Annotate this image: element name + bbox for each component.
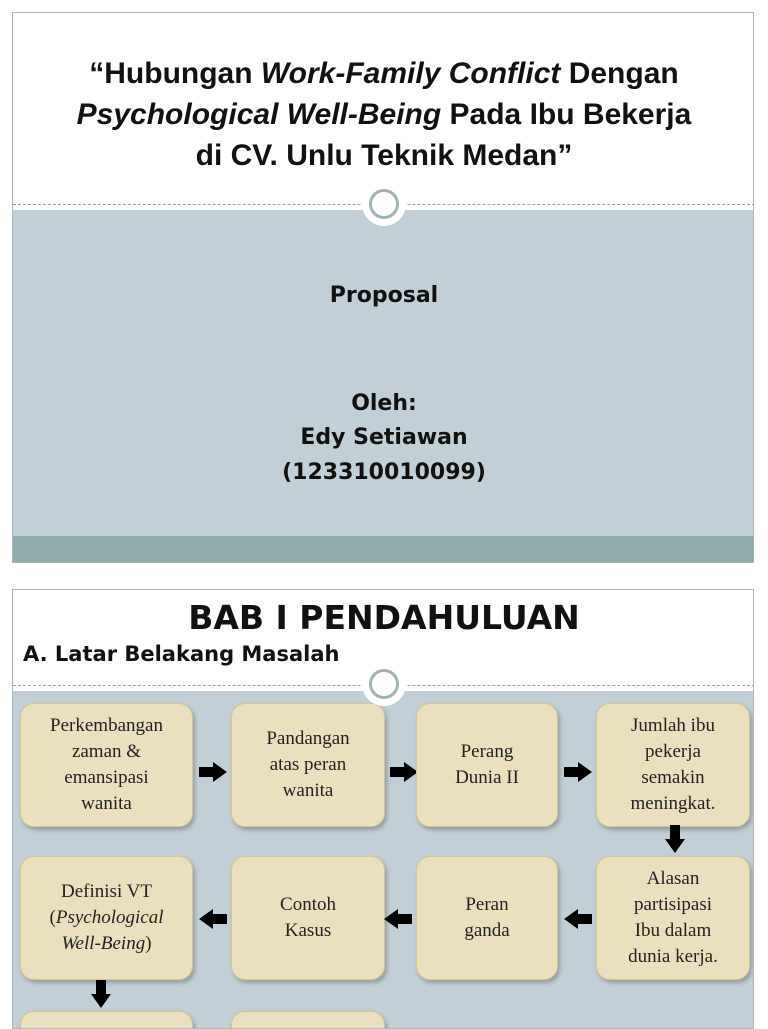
box-text: dunia kerja. [628, 946, 718, 967]
box-text: Perkembangan [50, 715, 163, 736]
box-text: ( [49, 907, 56, 928]
title-slide [12, 12, 754, 563]
arrow-left-icon [384, 909, 412, 929]
box-text: emansipasi [64, 767, 149, 788]
author-name: Edy Setiawan [300, 425, 468, 450]
title-text-italic: Psychological Well-Being [76, 98, 442, 131]
box-text: wanita [282, 780, 334, 801]
box-text: ) [145, 933, 152, 954]
box-text: wanita [81, 793, 132, 814]
title-text-italic: Work-Family Conflict [260, 57, 561, 90]
slide-title: BAB I PENDAHULUAN [188, 598, 580, 637]
flow-box-view-of-women [231, 703, 385, 827]
circle-ornament-icon [362, 182, 406, 226]
box-text-line [50, 931, 164, 957]
box-text: semakin [641, 767, 705, 788]
arrow-right-icon [390, 762, 418, 782]
slide-body [13, 691, 754, 1029]
student-id: (123310010099) [282, 460, 486, 485]
title-text: Pada Ibu Bekerja [441, 98, 692, 131]
flow-box-dual-role [416, 856, 558, 980]
flow-box-working-mothers [596, 703, 750, 827]
box-text: meningkat. [630, 793, 716, 814]
box-text: Jumlah ibu [631, 715, 715, 736]
flow-box-definition [20, 856, 193, 980]
title-line-1 [13, 53, 754, 94]
box-text: Kasus [284, 920, 332, 941]
flow-box-partial [231, 1011, 385, 1029]
by-label: Oleh: [351, 391, 417, 416]
arrow-left-icon [564, 909, 592, 929]
bottom-band [13, 536, 754, 563]
flow-box-case-example [231, 856, 385, 980]
arrow-down-icon [665, 825, 685, 853]
flow-box-participation-reason [596, 856, 750, 980]
box-text: Ibu dalam [634, 920, 712, 941]
box-text-italic: Psychological [55, 907, 164, 928]
box-text: ganda [464, 920, 510, 941]
slide-subtitle: A. Latar Belakang Masalah [23, 642, 340, 666]
title-text: Dengan [560, 57, 679, 90]
box-text: atas peran [269, 754, 347, 775]
arrow-down-icon [91, 980, 111, 1008]
circle-ornament-icon [362, 662, 406, 706]
box-text: Contoh [280, 894, 336, 915]
box-text: pekerja [645, 741, 701, 762]
box-text: Pandangan [266, 728, 350, 749]
intro-slide [12, 589, 754, 1029]
box-text: Peran [465, 894, 509, 915]
arrow-right-icon [564, 762, 592, 782]
slide-body [13, 210, 754, 536]
slide-title [13, 53, 754, 176]
title-text: di CV. Unlu Teknik Medan” [195, 139, 573, 172]
box-text: partisipasi [633, 894, 713, 915]
box-text-italic: Well-Being [61, 933, 146, 954]
title-line-2 [13, 94, 754, 135]
title-text: “Hubungan [89, 57, 261, 90]
flow-box-partial [20, 1011, 193, 1029]
box-text: Alasan [646, 868, 700, 889]
arrow-left-icon [199, 909, 227, 929]
box-text-line [50, 905, 164, 931]
flow-box-development [20, 703, 193, 827]
proposal-label: Proposal [329, 283, 439, 308]
title-line-3 [13, 135, 754, 176]
box-text: zaman & [71, 741, 142, 762]
box-text: Dunia II [455, 767, 519, 788]
flow-box-world-war [416, 703, 558, 827]
box-text: Perang [460, 741, 514, 762]
arrow-right-icon [199, 762, 227, 782]
box-text: Definisi VT [61, 881, 152, 902]
